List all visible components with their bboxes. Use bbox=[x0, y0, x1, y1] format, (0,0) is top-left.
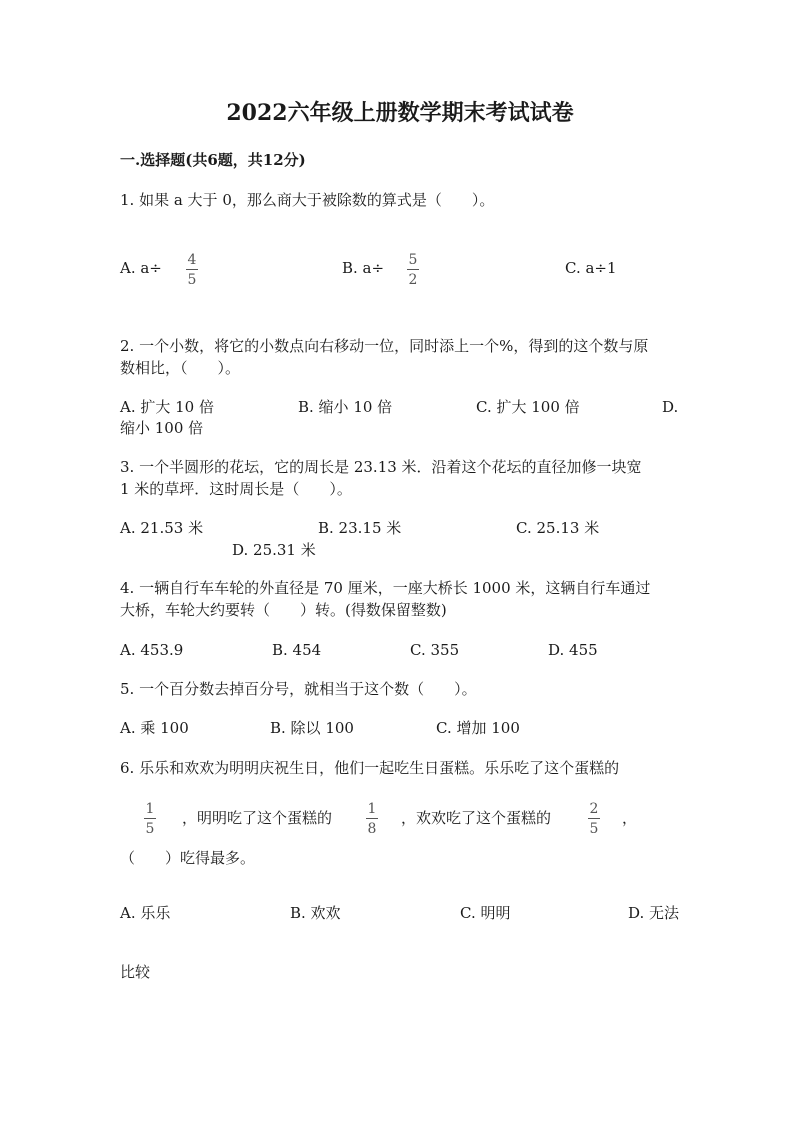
question-6-fraction-1 bbox=[140, 801, 160, 837]
question-2-stem-line2: 数相比，（ ）。 bbox=[120, 359, 241, 377]
question-1-option-a: A. a÷ bbox=[120, 259, 162, 277]
fraction-numerator: 4 bbox=[187, 252, 197, 268]
fraction-bar bbox=[407, 269, 419, 270]
fraction-bar bbox=[144, 818, 156, 819]
question-6-option-a: A. 乐乐 bbox=[120, 904, 171, 922]
question-3-option-d: D. 25.31 米 bbox=[232, 541, 316, 559]
question-4-option-c: C. 355 bbox=[410, 641, 460, 659]
question-4-option-b: B. 454 bbox=[272, 641, 322, 659]
fraction-bar bbox=[366, 818, 378, 819]
fraction-denominator: 5 bbox=[145, 821, 155, 837]
question-6-stem-line3: （ ）吃得最多。 bbox=[120, 849, 256, 867]
question-4-stem-line2: 大桥，车轮大约要转（ ）转。(得数保留整数) bbox=[120, 601, 447, 619]
question-2-stem-line1: 2. 一个小数，将它的小数点向右移动一位，同时添上一个%，得到的这个数与原 bbox=[120, 337, 649, 355]
question-3-stem-line1: 3. 一个半圆形的花坛，它的周长是 23.13 米．沿着这个花坛的直径加修一块宽 bbox=[120, 458, 642, 476]
question-6-fraction-2 bbox=[362, 801, 382, 837]
question-5-option-c: C. 增加 100 bbox=[436, 719, 520, 737]
question-4-stem-line1: 4. 一辆自行车车轮的外直径是 70 厘米，一座大桥长 1000 米，这辆自行车通过 bbox=[120, 579, 651, 597]
question-5-option-b: B. 除以 100 bbox=[270, 719, 354, 737]
question-1-option-a-fraction bbox=[182, 252, 202, 288]
fraction-denominator: 5 bbox=[187, 272, 197, 288]
question-6-text-2: ，欢欢吃了这个蛋糕的 bbox=[401, 809, 552, 827]
question-6-text-3: ， bbox=[622, 809, 638, 827]
fraction-numerator: 5 bbox=[408, 252, 418, 268]
fraction-bar bbox=[186, 269, 198, 270]
question-2-option-d: D. bbox=[662, 398, 679, 416]
fraction-numerator: 1 bbox=[145, 801, 155, 817]
question-1-stem: 1. 如果 a 大于 0，那么商大于被除数的算式是（ ）。 bbox=[120, 191, 495, 209]
question-2-option-d-continued: 缩小 100 倍 bbox=[120, 419, 204, 437]
section-heading: 一.选择题(共6题，共12分) bbox=[120, 151, 306, 169]
fraction-denominator: 2 bbox=[408, 272, 418, 288]
question-6-option-d: D. 无法 bbox=[628, 904, 680, 922]
question-6-stem-line1: 6. 乐乐和欢欢为明明庆祝生日，他们一起吃生日蛋糕。乐乐吃了这个蛋糕的 bbox=[120, 759, 620, 777]
question-3-option-c: C. 25.13 米 bbox=[516, 519, 600, 537]
question-6-option-b: B. 欢欢 bbox=[290, 904, 341, 922]
question-1-option-b-fraction bbox=[403, 252, 423, 288]
question-5-stem: 5. 一个百分数去掉百分号，就相当于这个数（ ）。 bbox=[120, 680, 477, 698]
question-1-option-c: C. a÷1 bbox=[565, 259, 617, 277]
question-2-option-b: B. 缩小 10 倍 bbox=[298, 398, 393, 416]
question-6-option-c: C. 明明 bbox=[460, 904, 511, 922]
question-6-option-d-continued: 比较 bbox=[120, 963, 151, 981]
question-1-option-b: B. a÷ bbox=[342, 259, 385, 277]
question-6-text-1: ，明明吃了这个蛋糕的 bbox=[182, 809, 333, 827]
fraction-denominator: 5 bbox=[589, 821, 599, 837]
question-5-option-a: A. 乘 100 bbox=[120, 719, 189, 737]
question-2-option-c: C. 扩大 100 倍 bbox=[476, 398, 580, 416]
fraction-bar bbox=[588, 818, 600, 819]
question-3-option-b: B. 23.15 米 bbox=[318, 519, 402, 537]
question-4-option-d: D. 455 bbox=[548, 641, 598, 659]
question-2-option-a: A. 扩大 10 倍 bbox=[120, 398, 214, 416]
question-3-stem-line2: 1 米的草坪．这时周长是（ ）。 bbox=[120, 480, 352, 498]
fraction-numerator: 1 bbox=[367, 801, 377, 817]
fraction-denominator: 8 bbox=[367, 821, 377, 837]
question-4-option-a: A. 453.9 bbox=[120, 641, 184, 659]
question-3-option-a: A. 21.53 米 bbox=[120, 519, 204, 537]
page-title: 2022六年级上册数学期末考试试卷 bbox=[226, 100, 574, 126]
question-6-fraction-3 bbox=[584, 801, 604, 837]
fraction-numerator: 2 bbox=[589, 801, 599, 817]
